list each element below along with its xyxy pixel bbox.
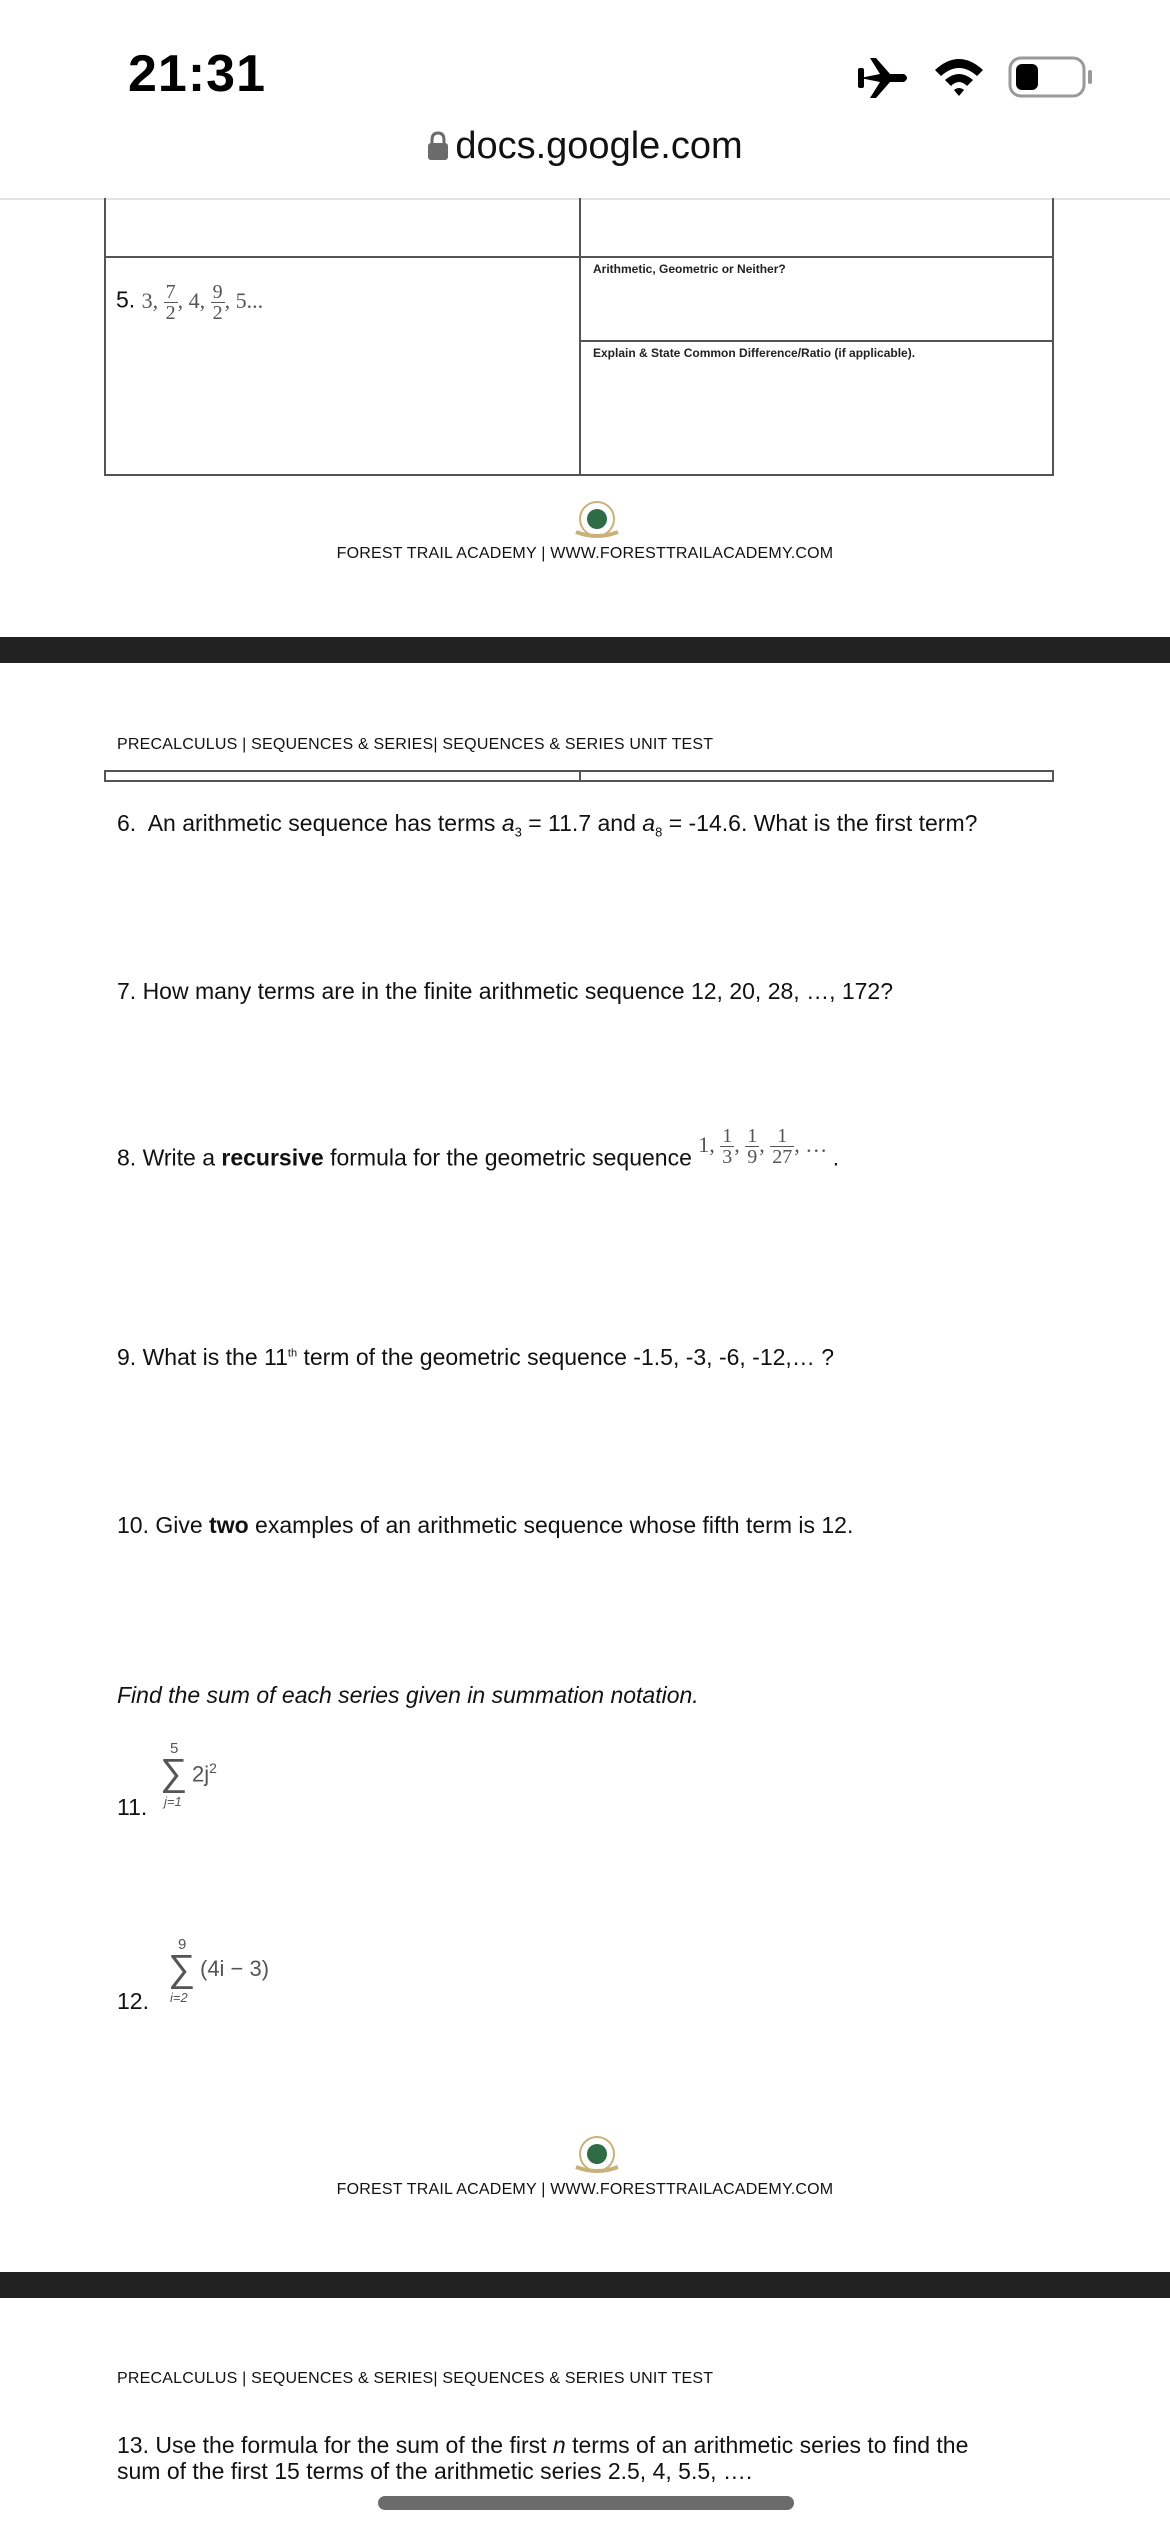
instruction: Find the sum of each series given in summation notation. [117, 1682, 699, 1708]
home-indicator[interactable] [378, 2496, 794, 2510]
page-header: PRECALCULUS | SEQUENCES & SERIES| SEQUENCES & SERIES UNIT TEST [117, 736, 714, 753]
battery-icon [1008, 56, 1094, 98]
question-9: 9. What is the 11th term of the geometric sequence -1.5, -3, -6, -12,… ? [117, 1344, 834, 1370]
page-break [0, 637, 1170, 663]
academy-logo [570, 2135, 624, 2175]
academy-logo [570, 500, 624, 540]
page-footer: FOREST TRAIL ACADEMY | WWW.FORESTTRAILACADEMY.COM [336, 545, 834, 562]
question-7: 7. How many terms are in the finite arithmetic sequence 12, 20, 28, …, 172? [117, 978, 894, 1004]
wifi-icon [932, 54, 986, 100]
airplane-mode-icon [856, 54, 912, 102]
cell-label-explain: Explain & State Common Difference/Ratio (if applicable). [593, 346, 916, 360]
page-footer: FOREST TRAIL ACADEMY | WWW.FORESTTRAILACADEMY.COM [336, 2181, 834, 2198]
url-text: docs.google.com [455, 125, 743, 167]
q5-sequence: 5. 3, $\frac{7}{2}$ , 4, $\frac{9}{2}$ , 5... [116, 281, 264, 324]
question-5-table [104, 198, 1054, 476]
table-divider [106, 256, 1052, 258]
page-header: PRECALCULUS | SEQUENCES & SERIES| SEQUENCES & SERIES UNIT TEST [117, 2370, 714, 2387]
question-11-number: 11. [117, 1794, 148, 1820]
question-6: 6. An arithmetic sequence has terms $a_3 = 11.7$ and $a_8 = -14.6$. What is the first term? [117, 810, 978, 840]
header-rule [104, 770, 1054, 782]
question-12-number: 12. [117, 1988, 149, 2014]
table-divider [579, 198, 581, 474]
status-time: 21:31 [128, 45, 266, 103]
question-10: 10. Give two examples of an arithmetic sequence whose fifth term is 12. [117, 1512, 854, 1538]
lock-icon [427, 131, 449, 161]
address-bar[interactable] [0, 125, 1170, 168]
question-8: 8. Write a recursive formula for the geometric sequence 1, $\frac{1}{3}$ , $\frac{1}{9}$ , $\frac{1}{27}$ , … . [117, 1125, 840, 1171]
cell-label-type: Arithmetic, Geometric or Neither? [593, 262, 786, 276]
table-divider [581, 340, 1052, 342]
question-13: 13. Use the formula for the sum of the first n terms of an arithmetic series to find the sum of the first 15 terms of the arithmetic series 2.5, 4, 5.5, …. [117, 2432, 969, 2485]
page-break [0, 2272, 1170, 2298]
